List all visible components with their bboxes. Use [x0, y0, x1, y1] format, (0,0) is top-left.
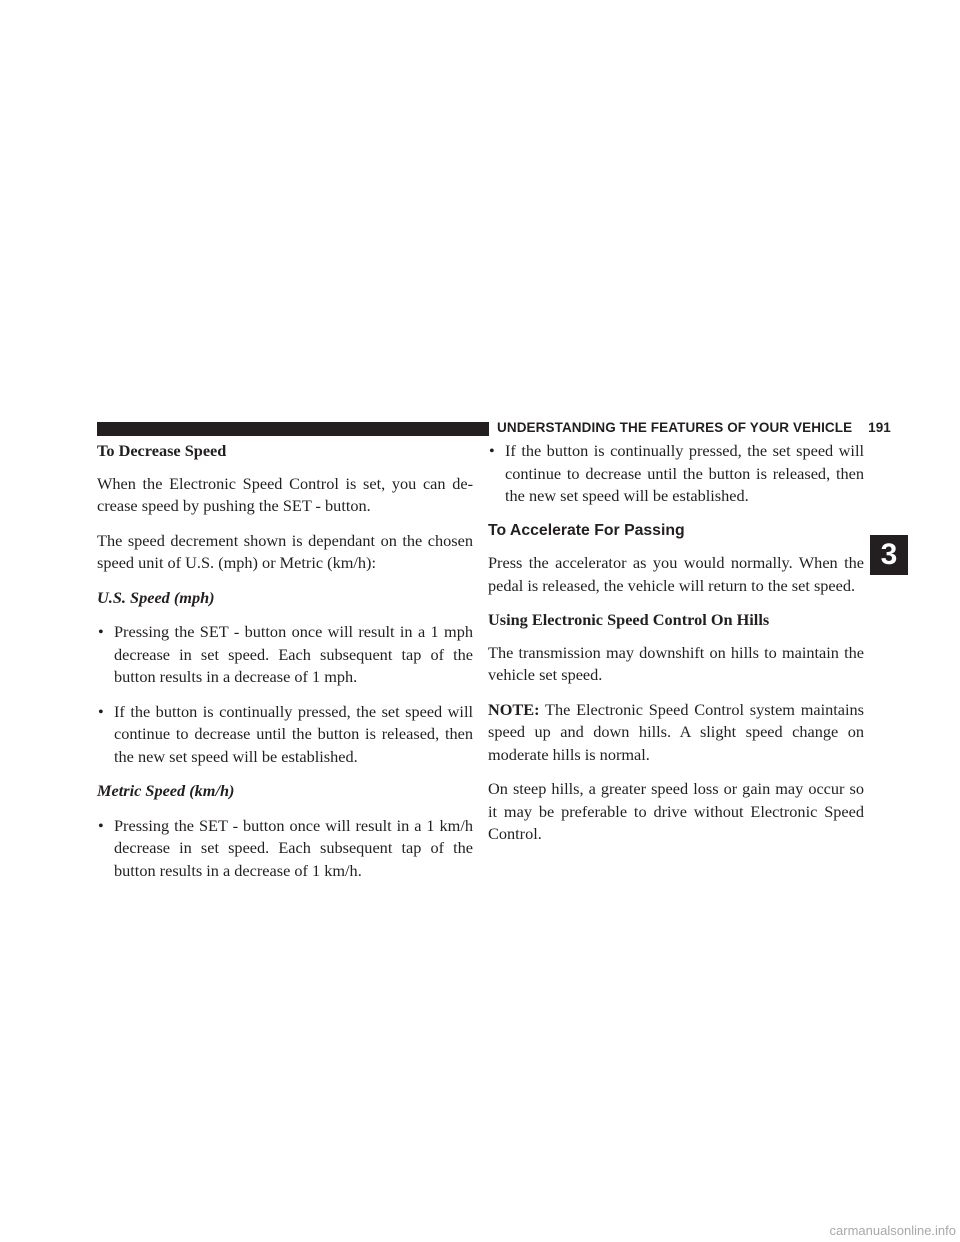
note-text: The Electronic Speed Control system maintains speed up and down hills. A slight speed change on moderate hills is normal.: [488, 699, 864, 764]
list-item: • Pressing the SET - button once will result in a 1 km/h decrease in set speed. Each subsequent tap of the button results in a decrease of 1 km/h.: [97, 815, 473, 883]
chapter-tab: 3: [870, 535, 908, 575]
list-item: • If the button is continually pressed, the set speed will continue to decrease until the button is released, then the new set speed will be established.: [97, 701, 473, 769]
us-speed-heading: U.S. Speed (mph): [97, 587, 215, 607]
right-column: [488, 440, 864, 858]
metric-speed-heading: Metric Speed (km/h): [97, 781, 235, 800]
note-label: NOTE:: [488, 699, 540, 719]
metric-speed-list: [97, 815, 473, 883]
watermark: carmanualsonline.info: [829, 1223, 956, 1238]
paragraph: The speed decrement shown is dependant on the chosen speed unit of U.S. (mph) or Metric (km/h):: [97, 530, 473, 572]
us-speed-list: [97, 621, 473, 768]
list-item: • If the button is continually pressed, the set speed will continue to decrease until the button is released, then the new set speed will be established.: [488, 440, 864, 508]
decrease-speed-heading: To Decrease Speed: [97, 441, 227, 460]
continued-list: [488, 440, 864, 508]
header-rule: [97, 422, 489, 436]
paragraph: On steep hills, a greater speed loss or gain may occur so it may be preferable to drive without Electronic Speed Control.: [488, 779, 864, 843]
section-title: UNDERSTANDING THE FEATURES OF YOUR VEHICLE: [497, 420, 853, 435]
list-item: • Pressing the SET - button once will result in a 1 mph decrease in set speed. Each subsequent tap of the button results in a decrease of 1 mph.: [97, 621, 473, 689]
accelerate-passing-heading: To Accelerate For Passing: [488, 521, 685, 539]
paragraph: The transmission may downshift on hills to maintain the vehicle set speed.: [488, 642, 864, 684]
paragraph: Press the accelerator as you would normally. When the pedal is released, the vehicle will return to the set speed.: [488, 553, 864, 595]
running-header: [497, 418, 891, 438]
paragraph: When the Electronic Speed Control is set, you can de-crease speed by pushing the SET - button.: [97, 473, 473, 515]
hills-heading: Using Electronic Speed Control On Hills: [488, 610, 770, 629]
left-column: [97, 440, 473, 894]
note-paragraph: [488, 699, 864, 767]
page-number: 191: [868, 420, 891, 435]
